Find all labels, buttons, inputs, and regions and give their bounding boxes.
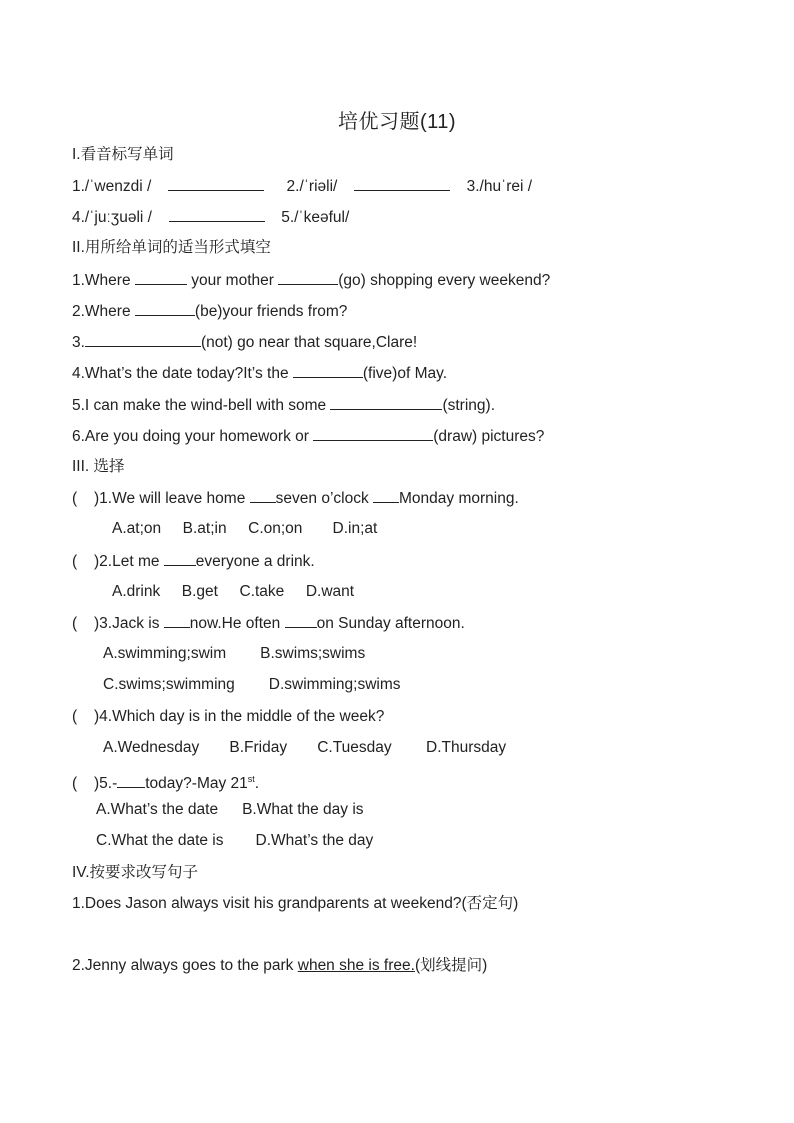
question-text: )4.Which day is in the middle of the week? [94,708,385,725]
answer-blank[interactable] [135,301,195,316]
answer-paren[interactable]: ( [72,708,78,725]
question-text: today?-May 21 [145,775,248,793]
question-text: )2.Let me [94,553,160,570]
page-title: 培优习题(11) [337,111,457,133]
question-text: )3.Jack is [94,615,160,632]
section-2-heading: II.用所给单词的适当形式填空 [72,239,271,256]
answer-paren[interactable]: ( [72,775,78,793]
fill-question-4 [72,363,447,384]
answer-blank[interactable] [85,332,201,347]
ordinal-suffix: st [247,774,255,784]
question-text: seven o’clock [275,490,369,507]
answer-blank[interactable] [135,270,187,285]
answer-blank[interactable] [164,613,190,628]
phonetic-2: 2./ˈriəli/ [286,178,338,195]
answer-blank[interactable] [354,176,450,191]
question-text: Monday morning. [399,490,519,507]
choice-question-1 [72,488,519,509]
option-b: B.swims;swims [260,645,366,662]
question-text: (draw) pictures? [433,428,545,445]
question-text: 2.Jenny always goes to the park [72,957,294,974]
option-b: B.What the day is [242,801,364,818]
choice-question-4 [72,707,384,727]
choice-options-4: A.Wednesday B.Friday C.Tuesday D.Thursday [103,739,507,756]
answer-blank[interactable] [169,207,265,222]
question-text: (five)of May. [362,365,448,382]
option-c: C.What the date is [96,832,224,849]
question-text: on Sunday afternoon. [316,615,465,632]
answer-blank[interactable] [373,488,399,503]
question-text: (string). [442,397,496,414]
choice-question-3 [72,613,465,634]
choice-options-5a [96,800,364,820]
phonetic-row-1 [72,176,532,197]
question-text: (be)your friends from? [194,303,348,320]
answer-blank[interactable] [250,488,276,503]
option-a: A.What’s the date [96,801,219,818]
phonetic-3: 3./huˈrei / [466,178,533,195]
option-d: D.swimming;swims [268,676,401,693]
answer-blank[interactable] [285,613,317,628]
question-text: 3. [72,334,85,351]
question-text: 5.I can make the wind-bell with some [72,397,327,414]
phonetic-1: 1./ˈwenzdi / [72,178,152,195]
question-text: everyone a drink. [195,553,315,570]
answer-blank[interactable] [330,395,442,410]
question-text: your mother [191,272,274,289]
question-text: now.He often [189,615,281,632]
question-text: )5.- [94,775,118,793]
choice-question-2 [72,551,315,572]
fill-question-6 [72,426,544,447]
choice-options-2: A.drink B.get C.take D.want [112,583,355,600]
question-text: . [254,775,260,793]
question-text: 6.Are you doing your homework or [72,428,309,445]
fill-question-1 [72,270,550,291]
fill-question-5 [72,395,495,416]
answer-blank[interactable] [278,270,338,285]
phonetic-row-2 [72,207,349,228]
rewrite-question-2 [72,956,487,976]
section-3-heading: III. 选择 [72,458,125,475]
choice-question-5 [72,769,259,794]
section-1-heading: I.看音标写单词 [72,146,174,163]
answer-blank[interactable] [168,176,264,191]
choice-options-3b [103,675,401,695]
question-text: (go) shopping every weekend? [338,272,551,289]
question-text: (划线提问) [414,957,488,974]
question-text: 1.Where [72,272,131,289]
answer-blank[interactable] [293,363,363,378]
fill-question-2 [72,301,347,322]
answer-blank[interactable] [313,426,433,441]
phonetic-4: 4./ˈjuːʒuəli / [72,209,152,226]
question-text: 2.Where [72,303,131,320]
question-text: 4.What’s the date today?It’s the [72,365,289,382]
fill-question-3 [72,332,417,353]
answer-paren[interactable]: ( [72,615,78,632]
choice-options-1: A.at;on B.at;in C.on;on D.in;at [112,520,378,537]
option-d: D.What’s the day [255,832,374,849]
section-4-heading: IV.按要求改写句子 [72,864,199,881]
answer-paren[interactable]: ( [72,553,78,570]
answer-blank[interactable] [117,773,145,788]
choice-options-3a [103,644,365,664]
option-a: A.swimming;swim [103,645,227,662]
answer-blank[interactable] [164,551,196,566]
choice-options-5b [96,831,373,851]
rewrite-question-1: 1.Does Jason always visit his grandparents at weekend?(否定句) [72,895,519,912]
question-text: (not) go near that square,Clare! [200,334,418,351]
underlined-phrase: when she is free. [297,957,415,974]
option-c: C.swims;swimming [103,676,235,693]
question-text: )1.We will leave home [94,490,246,507]
answer-paren[interactable]: ( [72,490,78,507]
phonetic-5: 5./ˈkeəful/ [281,209,350,226]
